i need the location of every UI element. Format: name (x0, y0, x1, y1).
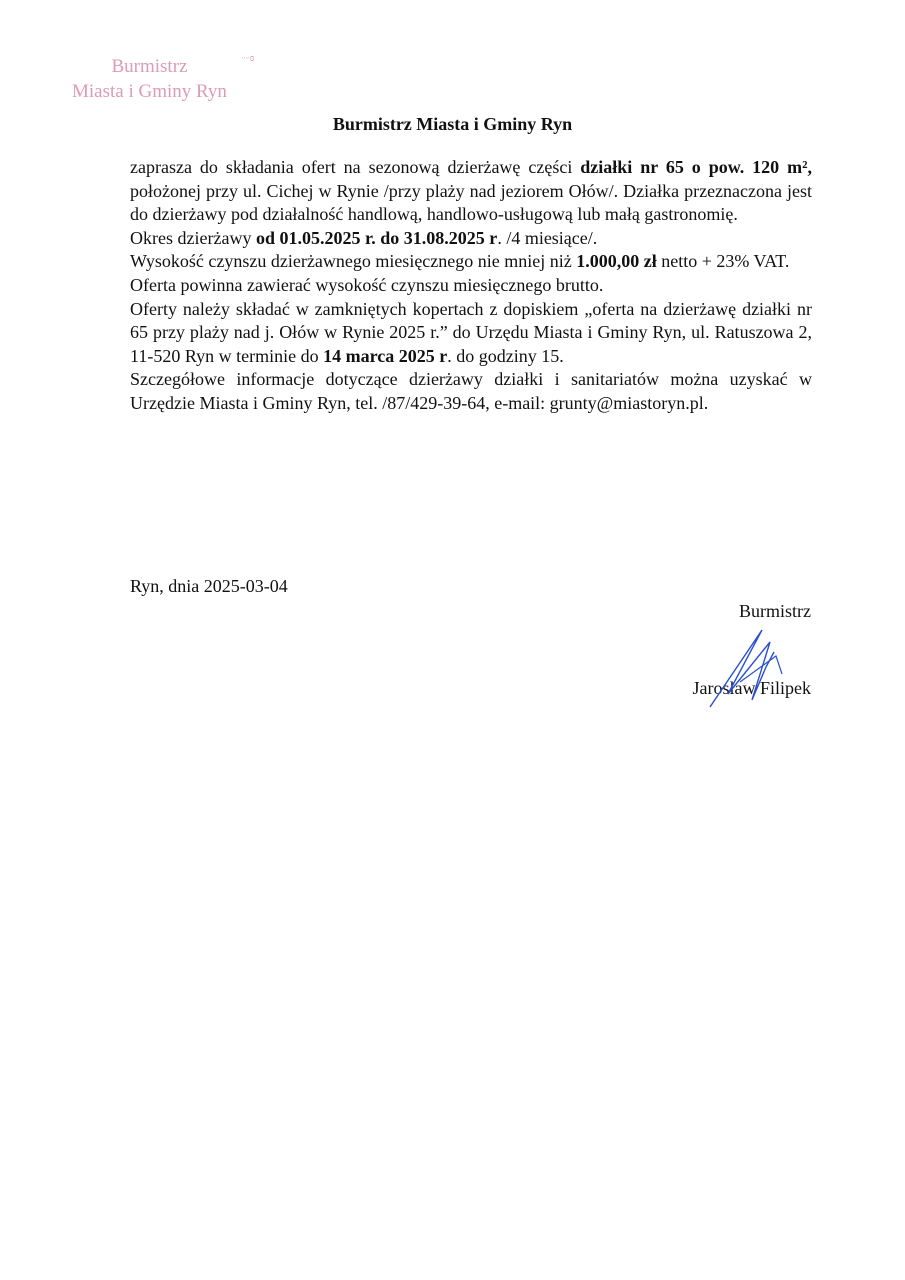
stamp-mark: ᵕᵕɞ (242, 53, 256, 64)
paragraph-contact: Szczegółowe informacje dotyczące dzierżawy działki i sanitariatów można uzyskać w Urzędzie Miasta i Gminy Ryn, tel. /87/429-39-64, e-mail: grunty@miastoryn.pl. (130, 369, 812, 413)
text: . do godziny 15. (447, 345, 564, 366)
text: . /4 miesiące/. (497, 227, 598, 248)
lease-dates: od 01.05.2025 r. do 31.08.2025 r (255, 227, 498, 248)
rent-amount: 1.000,00 zł (576, 251, 657, 272)
paragraph-lease-period (130, 227, 812, 251)
text: zaprasza do składania ofert na sezonową dzierżawę części (130, 157, 581, 177)
document-date: Ryn, dnia 2025-03-04 (130, 576, 288, 596)
signatory-title: Burmistrz (739, 601, 811, 621)
stamp-line-2: Miasta i Gminy Ryn (72, 81, 227, 102)
document-title: Burmistrz Miasta i Gminy Ryn (332, 114, 573, 134)
handwritten-signature (700, 612, 810, 712)
text: położonej przy ul. Cichej w Rynie /przy plaży nad jeziorem Ołów/. Działka przeznaczona jest do dzierżawy pod działalność handlową, handlowo-usługową lub małą gastronomię. (130, 180, 812, 225)
paragraph-offer-content: Oferta powinna zawierać wysokość czynszu miesięcznego brutto. (130, 274, 604, 295)
document-body (130, 156, 812, 416)
stamp-line-1: Burmistrz (111, 56, 188, 77)
official-stamp (72, 53, 256, 104)
deadline-date: 14 marca 2025 r (323, 345, 448, 366)
signatory-name: Jarosław Filipek (692, 678, 811, 698)
text: netto + 23% VAT. (656, 251, 790, 272)
paragraph-subject (130, 156, 812, 227)
paragraph-rent (130, 250, 812, 274)
text: Wysokość czynszu dzierżawnego miesięcznego nie mniej niż (130, 251, 577, 272)
paragraph-submission (130, 298, 812, 369)
plot-number: działki nr 65 o pow. 120 m², (580, 157, 812, 177)
text: Okres dzierżawy (130, 227, 256, 248)
text: Oferty należy składać w zamkniętych kopertach z dopiskiem „oferta na dzierżawę działki nr 65 przy plaży nad j. Ołów w Rynie 2025 r.” do Urzędu Miasta i Gminy Ryn, ul. Ratuszowa 2, 11-520 Ryn w terminie do (130, 298, 812, 366)
